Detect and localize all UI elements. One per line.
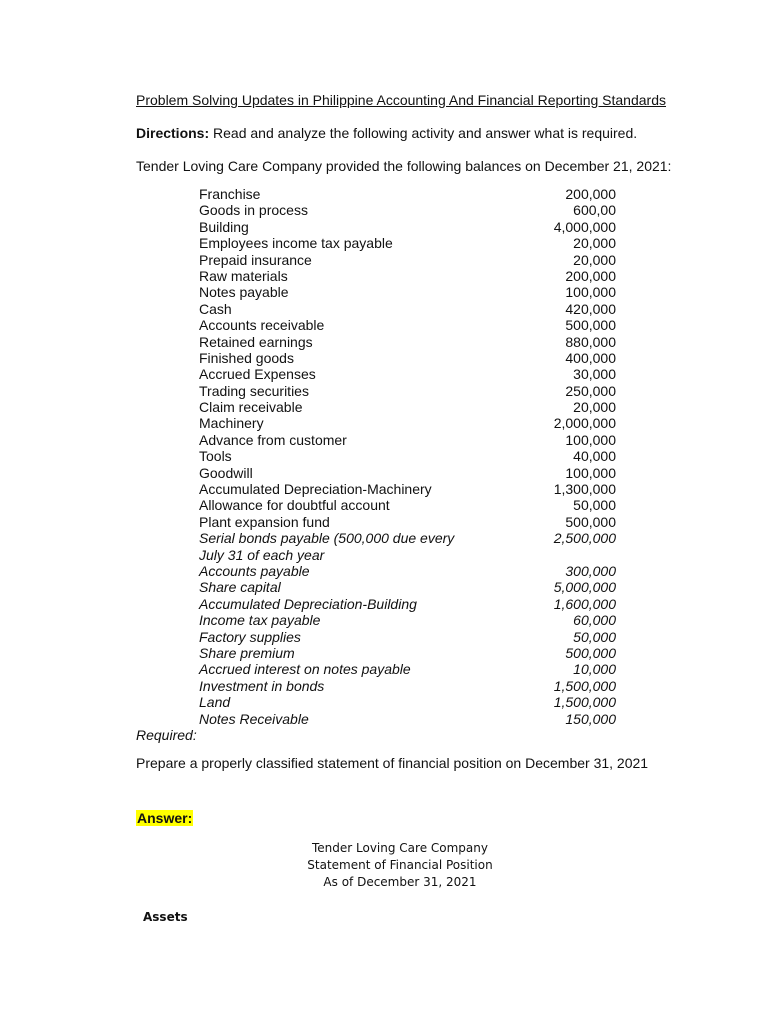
balance-amount: 500,000 [565,513,616,530]
balance-row [199,317,619,333]
balance-amount: 880,000 [565,333,616,350]
balance-amount: 400,000 [565,349,616,366]
balance-label: Employees income tax payable [199,235,393,252]
balance-label: Goods in process [199,202,308,219]
balance-label: Machinery [199,415,264,432]
balance-label: Allowance for doubtful account [199,497,390,514]
balance-row [199,465,619,481]
balance-amount: 200,000 [565,186,616,202]
balance-amount: 20,000 [573,399,616,416]
balance-amount: 200,000 [565,267,616,284]
intro-text: Tender Loving Care Company provided the following balances on December 21, 2021: [136,158,672,174]
balance-label: July 31 of each year [199,546,325,563]
balance-label: Goodwill [199,464,253,481]
balance-label: Finished goods [199,349,294,366]
balance-label: Advance from customer [199,431,347,448]
balance-amount: 10,000 [573,661,616,678]
balance-amount: 100,000 [565,431,616,448]
balance-row [199,579,619,595]
balance-amount: 600,00 [573,202,616,219]
prepare-instruction: Prepare a properly classified statement of financial position on December 31, 2021 [136,755,649,771]
required-label: Required: [136,727,197,743]
balance-row [199,415,619,431]
balance-amount: 20,000 [573,235,616,252]
balance-label: Building [199,218,249,235]
balance-row [199,399,619,415]
balance-label: Prepaid insurance [199,251,312,268]
balance-row [199,268,619,284]
balance-row [199,284,619,300]
balance-amount: 1,500,000 [553,677,616,694]
balance-row [199,661,619,677]
balance-amount: 20,000 [573,251,616,268]
assets-heading: Assets [143,910,188,924]
balances-list [199,186,619,727]
balance-row [199,366,619,382]
balance-label: Accrued Expenses [199,366,316,383]
balance-label: Income tax payable [199,612,321,629]
balance-amount: 2,000,000 [553,415,616,432]
balance-amount: 300,000 [565,562,616,579]
balance-label: Trading securities [199,382,309,399]
balance-row [199,202,619,218]
balance-label: Retained earnings [199,333,313,350]
balance-row [199,563,619,579]
balance-amount: 250,000 [565,382,616,399]
statement-heading [0,840,768,891]
balance-label: Raw materials [199,267,288,284]
balance-label: Share capital [199,579,281,596]
balance-label: Land [199,694,231,711]
balance-amount: 50,000 [573,497,616,514]
balance-amount: 5,000,000 [553,579,616,596]
balance-row [199,530,619,546]
balance-amount: 60,000 [573,612,616,629]
balance-row [199,235,619,251]
balance-row [199,678,619,694]
balance-row [199,612,619,628]
statement-company: Tender Loving Care Company [311,841,488,855]
balance-amount: 150,000 [565,710,616,727]
balance-label: Share premium [199,644,295,661]
balance-label: Factory supplies [199,628,301,645]
balance-row [199,350,619,366]
balance-label: Accrued interest on notes payable [199,661,411,678]
balance-amount: 30,000 [573,366,616,383]
balance-row [199,383,619,399]
balance-label: Franchise [199,186,261,202]
balance-row [199,481,619,497]
balance-label: Investment in bonds [199,677,325,694]
balance-amount: 1,500,000 [553,694,616,711]
balance-row [199,629,619,645]
directions [136,125,637,141]
balance-row [199,596,619,612]
balance-label: Tools [199,448,232,465]
directions-label: Directions: [136,125,210,141]
balance-row [199,645,619,661]
balance-label: Accumulated Depreciation-Machinery [199,481,432,498]
balance-label: Cash [199,300,232,317]
balance-row [199,334,619,350]
balance-amount: 420,000 [565,300,616,317]
balance-amount: 1,300,000 [553,481,616,498]
balance-amount: 500,000 [565,644,616,661]
balance-amount: 50,000 [573,628,616,645]
balance-row [199,547,619,563]
balance-label: Plant expansion fund [199,513,330,530]
balance-label: Notes Receivable [199,710,309,727]
balance-row [199,252,619,268]
balance-row [199,448,619,464]
answer-label: Answer: [137,810,193,826]
balance-row [199,432,619,448]
balance-amount: 100,000 [565,464,616,481]
balance-amount: 2,500,000 [553,530,616,547]
balance-amount: 100,000 [565,284,616,301]
balance-row [199,186,619,202]
balance-row [199,514,619,530]
directions-text: Read and analyze the following activity and answer what is required. [209,125,638,141]
statement-date: As of December 31, 2021 [323,875,477,889]
balance-label: Serial bonds payable (500,000 due every [199,530,455,547]
balance-row [199,301,619,317]
statement-name: Statement of Financial Position [307,858,493,872]
balance-label: Accounts receivable [199,317,325,334]
balance-label: Accumulated Depreciation-Building [199,595,417,612]
balance-row [199,711,619,727]
document-title: Problem Solving Updates in Philippine Accounting And Financial Reporting Standards [136,92,666,108]
balance-amount: 4,000,000 [553,218,616,235]
balance-row [199,694,619,710]
balance-amount: 500,000 [565,317,616,334]
balance-amount: 40,000 [573,448,616,465]
balance-row [199,497,619,513]
balance-amount: 1,600,000 [553,595,616,612]
balance-label: Accounts payable [199,562,310,579]
balance-label: Notes payable [199,284,289,301]
balance-label: Claim receivable [199,399,303,416]
balance-row [199,219,619,235]
